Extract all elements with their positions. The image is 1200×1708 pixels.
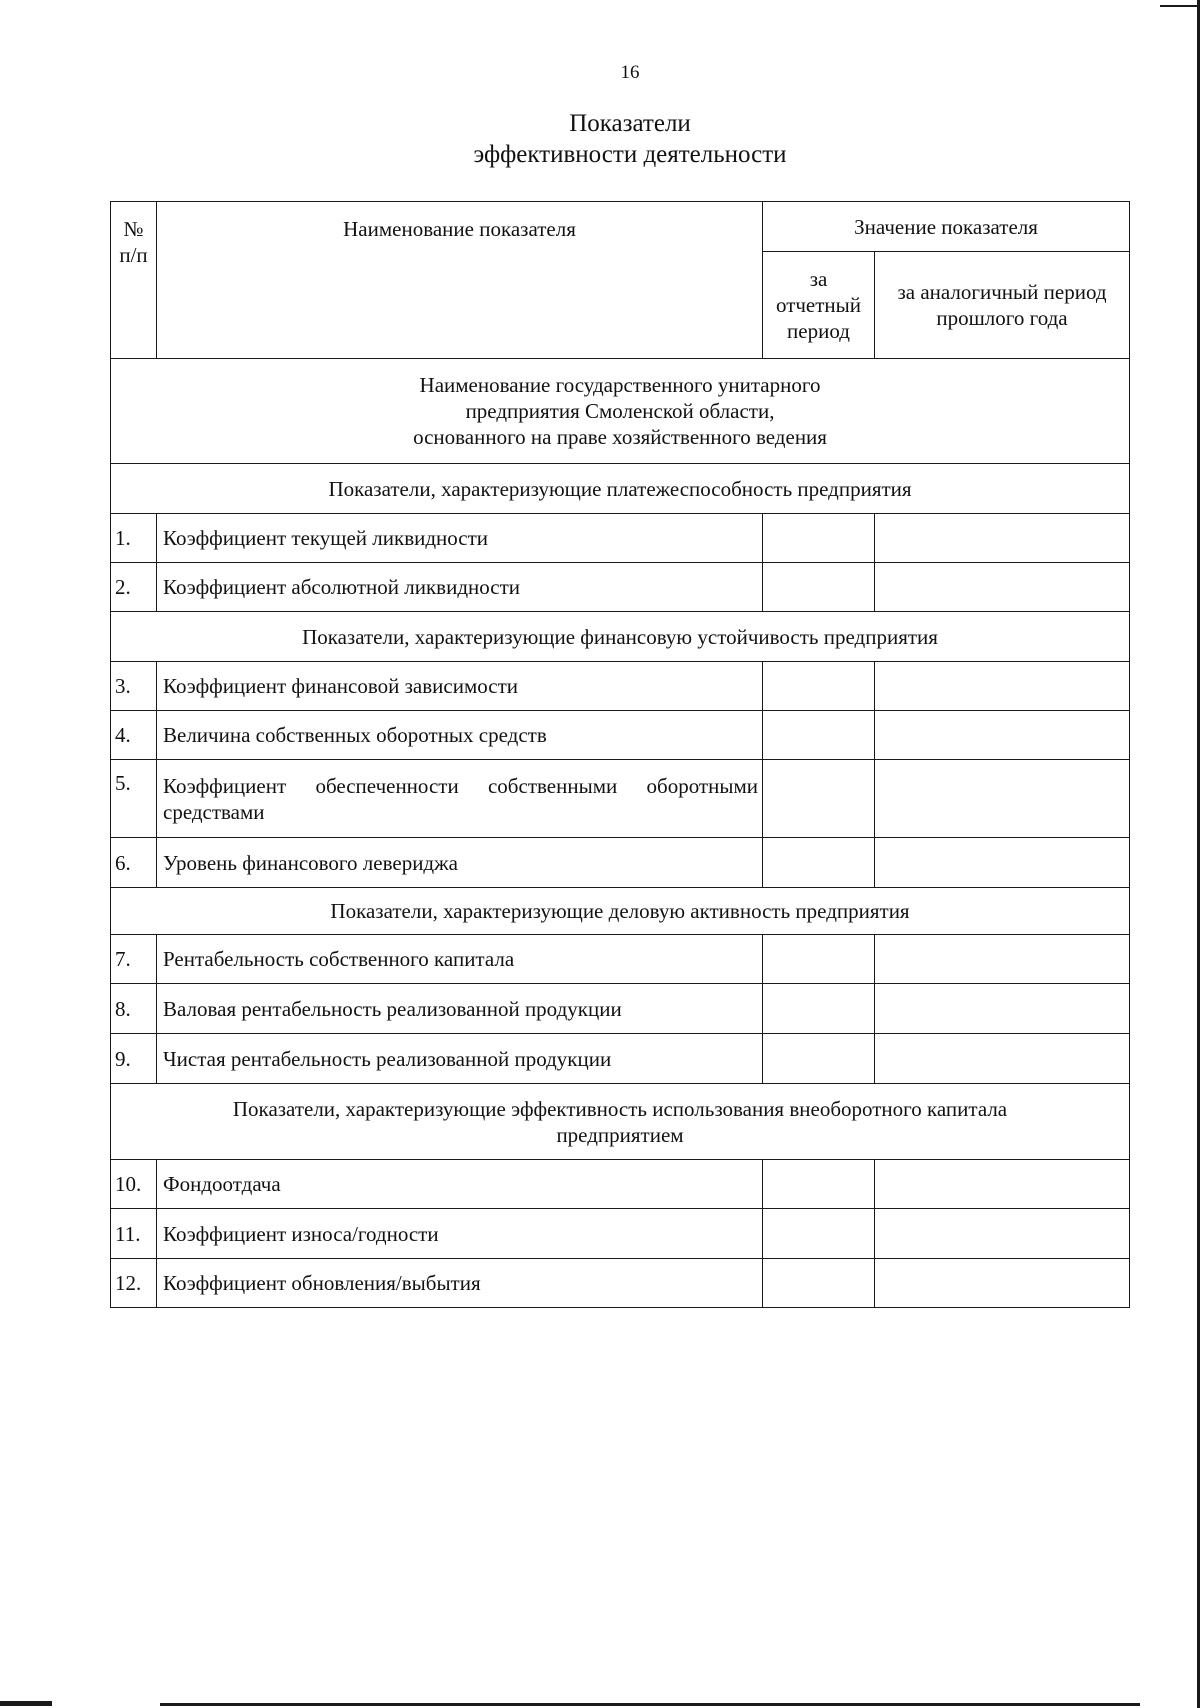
row-indicator-name: Коэффициент абсолютной ликвидности <box>157 563 763 612</box>
row-prior-value[interactable] <box>875 711 1130 760</box>
header-prior-period <box>875 252 1130 359</box>
row-number: 4. <box>111 711 157 760</box>
row-prior-value[interactable] <box>875 1209 1130 1259</box>
scan-bottom-mark <box>0 1701 52 1706</box>
enterprise-line-3: основанного на праве хозяйственного ведения <box>413 425 827 449</box>
row-number: 12. <box>111 1259 157 1308</box>
section-title: Показатели, характеризующие финансовую устойчивость предприятия <box>111 612 1130 662</box>
row-number: 8. <box>111 984 157 1034</box>
header-indicator-value: Значение показателя <box>763 202 1130 252</box>
row-current-value[interactable] <box>763 838 875 888</box>
row-number: 10. <box>111 1160 157 1209</box>
row-number: 5. <box>111 760 157 838</box>
row-current-value[interactable] <box>763 662 875 711</box>
row-number: 6. <box>111 838 157 888</box>
document-title <box>0 108 1200 170</box>
table-row <box>111 1160 1130 1209</box>
row-number: 3. <box>111 662 157 711</box>
row-indicator-name: Коэффициент текущей ликвидности <box>157 514 763 563</box>
row-prior-value[interactable] <box>875 514 1130 563</box>
header-number-symbol: № <box>123 217 144 241</box>
row-current-value[interactable] <box>763 1209 875 1259</box>
row-prior-value[interactable] <box>875 1259 1130 1308</box>
table-row <box>111 563 1130 612</box>
enterprise-row <box>111 359 1130 464</box>
row-prior-value[interactable] <box>875 1160 1130 1209</box>
enterprise-line-1: Наименование государственного унитарного <box>419 373 821 397</box>
section-title-line-1: Показатели, характеризующие эффективность использования внеоборотного капитала <box>232 1096 1008 1121</box>
title-line-2: эффективности деятельности <box>473 141 787 168</box>
header-prior-line-2: прошлого года <box>936 306 1068 330</box>
section-title-line-2: предприятием <box>556 1122 684 1147</box>
enterprise-name-cell <box>111 359 1130 464</box>
header-indicator-name: Наименование показателя <box>157 202 763 359</box>
scan-bottom-line <box>160 1703 1140 1706</box>
section-title: Показатели, характеризующие деловую активность предприятия <box>111 888 1130 935</box>
row-number: 9. <box>111 1034 157 1084</box>
section-row <box>111 464 1130 514</box>
row-indicator-name: Валовая рентабельность реализованной продукции <box>157 984 763 1034</box>
scan-edge-top-mark <box>1160 5 1200 7</box>
section-row <box>111 612 1130 662</box>
row-current-value[interactable] <box>763 711 875 760</box>
section-title <box>111 1084 1130 1160</box>
row-current-value[interactable] <box>763 514 875 563</box>
header-current-period <box>763 252 875 359</box>
section-row <box>111 888 1130 935</box>
table-row <box>111 711 1130 760</box>
header-current-line-2: отчетный <box>775 293 862 317</box>
table-row <box>111 1034 1130 1084</box>
enterprise-line-2: предприятия Смоленской области, <box>465 399 775 423</box>
row-indicator-name: Коэффициент обновления/выбытия <box>157 1259 763 1308</box>
table-row <box>111 935 1130 984</box>
row-indicator-name-text: Коэффициент обеспеченности собственными оборотными средствами <box>163 773 758 824</box>
row-prior-value[interactable] <box>875 563 1130 612</box>
row-number: 11. <box>111 1209 157 1259</box>
row-indicator-name: Уровень финансового левериджа <box>157 838 763 888</box>
table-row <box>111 760 1130 838</box>
row-current-value[interactable] <box>763 760 875 838</box>
header-current-line-1: за <box>809 267 828 291</box>
row-current-value[interactable] <box>763 1259 875 1308</box>
table-row <box>111 662 1130 711</box>
row-number: 7. <box>111 935 157 984</box>
table-row <box>111 984 1130 1034</box>
table-row <box>111 838 1130 888</box>
row-prior-value[interactable] <box>875 935 1130 984</box>
header-current-line-3: период <box>787 319 850 343</box>
title-line-1: Показатели <box>569 110 691 137</box>
row-current-value[interactable] <box>763 563 875 612</box>
table-row <box>111 514 1130 563</box>
row-indicator-name: Величина собственных оборотных средств <box>157 711 763 760</box>
row-current-value[interactable] <box>763 1160 875 1209</box>
row-indicator-name: Фондоотдача <box>157 1160 763 1209</box>
row-indicator-name <box>157 760 763 838</box>
row-indicator-name: Коэффициент износа/годности <box>157 1209 763 1259</box>
row-prior-value[interactable] <box>875 760 1130 838</box>
indicators-table <box>110 201 1130 1308</box>
section-title: Показатели, характеризующие платежеспособность предприятия <box>111 464 1130 514</box>
row-prior-value[interactable] <box>875 984 1130 1034</box>
row-indicator-name: Коэффициент финансовой зависимости <box>157 662 763 711</box>
header-prior-line-1: за аналогичный период <box>897 280 1107 304</box>
table-row <box>111 1209 1130 1259</box>
row-current-value[interactable] <box>763 1034 875 1084</box>
header-number-cell <box>111 202 157 359</box>
row-prior-value[interactable] <box>875 838 1130 888</box>
row-prior-value[interactable] <box>875 662 1130 711</box>
row-number: 1. <box>111 514 157 563</box>
row-prior-value[interactable] <box>875 1034 1130 1084</box>
header-number-abbr: п/п <box>119 243 148 267</box>
row-indicator-name: Чистая рентабельность реализованной продукции <box>157 1034 763 1084</box>
page-number: 16 <box>620 62 640 83</box>
section-row <box>111 1084 1130 1160</box>
row-indicator-name: Рентабельность собственного капитала <box>157 935 763 984</box>
row-number: 2. <box>111 563 157 612</box>
table-row <box>111 1259 1130 1308</box>
row-current-value[interactable] <box>763 984 875 1034</box>
header-row-1 <box>111 202 1130 252</box>
row-current-value[interactable] <box>763 935 875 984</box>
